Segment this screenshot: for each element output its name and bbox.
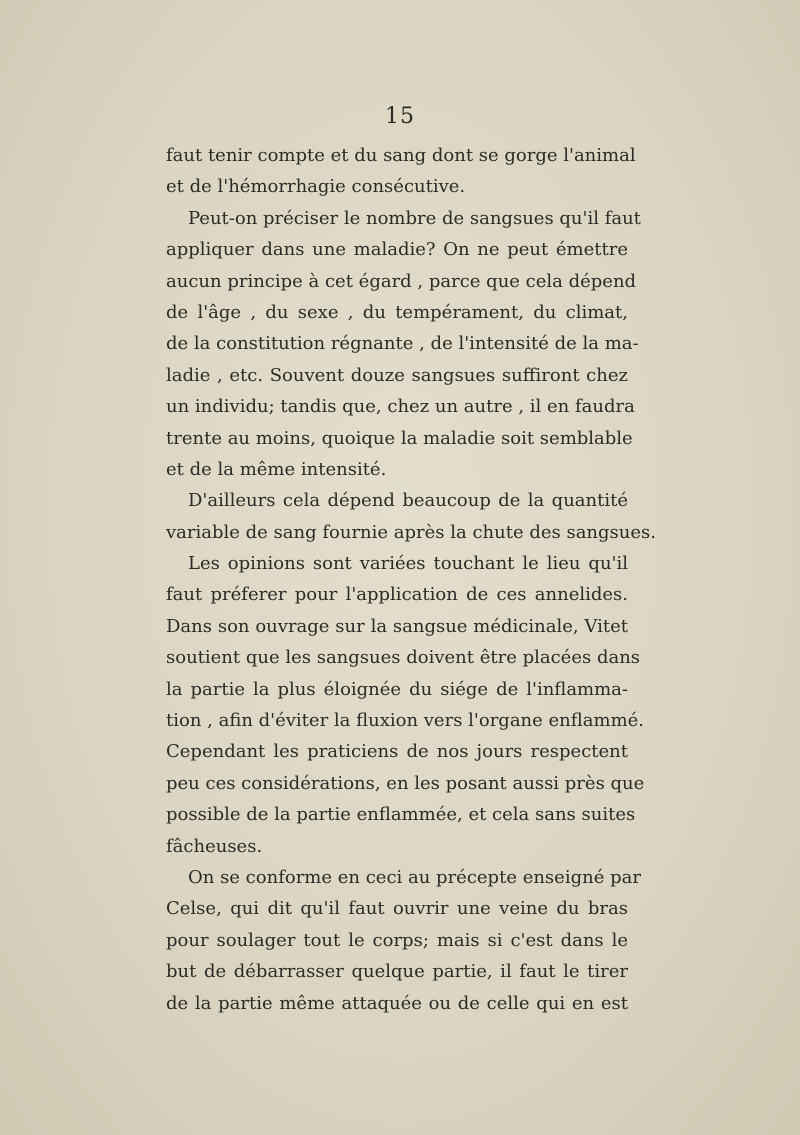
text-line: appliquer dans une maladie? On ne peut émettre [166, 239, 628, 261]
text-line: pour soulager tout le corps; mais si c'est dans le [166, 929, 628, 951]
text-line: Dans son ouvrage sur la sangsue médicinale, Vitet [166, 615, 628, 637]
text-line: faut préferer pour l'application de ces annelides. [166, 584, 628, 606]
text-line: et de l'hémorrhagie consécutive. [166, 176, 466, 198]
text-line: peu ces considérations, en les posant aussi près que [166, 772, 645, 794]
text-line: ladie , etc. Souvent douze sangsues suffiront chez [166, 364, 628, 386]
text-line: faut tenir compte et du sang dont se gorge l'animal [166, 145, 636, 166]
text-line: de l'âge , du sexe , du tempérament, du climat, [166, 301, 628, 323]
text-line: but de débarrasser quelque partie, il faut le tirer [166, 961, 628, 983]
text-line: et de la même intensité. [166, 458, 387, 480]
text-line: soutient que les sangsues doivent être placées dans [166, 647, 641, 669]
body-text [166, 140, 656, 1019]
page-number: 15 [385, 104, 415, 129]
text-line: trente au moins, quoique la maladie soit semblable [166, 427, 633, 449]
text-line: de la partie même attaquée ou de celle qui en est [166, 992, 628, 1014]
text-line: possible de la partie enflammée, et cela sans suites [166, 804, 636, 826]
text-line: Les opinions sont variées touchant le lieu qu'il [188, 553, 628, 575]
text-line: aucun principe à cet égard , parce que cela dépend [166, 270, 637, 292]
text-line: la partie la plus éloignée du siége de l'inflamma- [166, 678, 628, 700]
text-line: Peut-on préciser le nombre de sangsues qu'il faut [188, 207, 641, 229]
text-line: un individu; tandis que, chez un autre , il en faudra [166, 396, 635, 418]
text-line: variable de sang fournie après la chute des sangsues. [166, 521, 656, 543]
text-line: Celse, qui dit qu'il faut ouvrir une veine du bras [166, 898, 628, 920]
text-line: tion , afin d'éviter la fluxion vers l'organe enflammé. [166, 710, 645, 732]
text-line: fâcheuses. [166, 835, 263, 857]
text-line: Cependant les praticiens de nos jours respectent [166, 741, 628, 763]
text-line: On se conforme en ceci au précepte enseigné par [188, 866, 641, 888]
text-line: de la constitution régnante , de l'intensité de la ma- [166, 333, 639, 355]
text-line: D'ailleurs cela dépend beaucoup de la quantité [188, 490, 628, 512]
